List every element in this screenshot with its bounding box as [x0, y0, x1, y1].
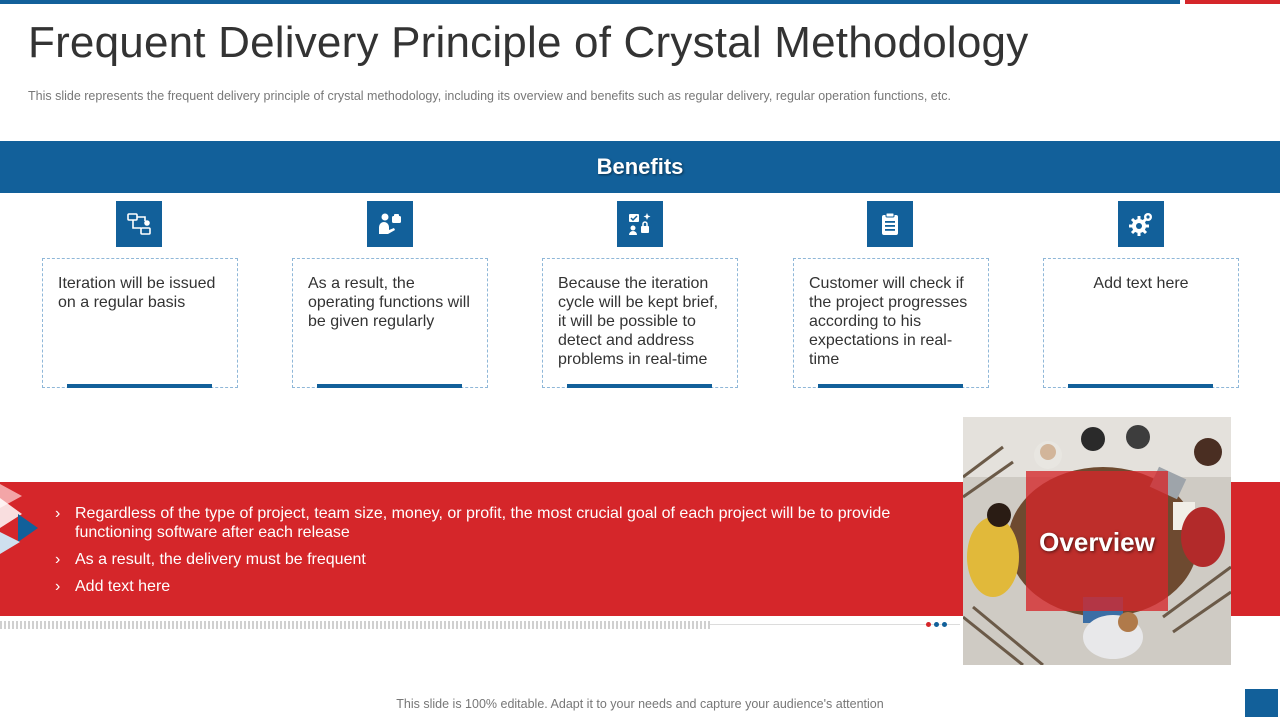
triangle-decoration-icon: [0, 484, 40, 556]
benefit-card-text: Add text here: [1093, 275, 1189, 292]
benefit-card-3: [542, 258, 738, 388]
thin-divider: [710, 624, 960, 625]
card-underline: [317, 384, 462, 388]
overview-bullet: [55, 577, 935, 596]
slide-title: Frequent Delivery Principle of Crystal Methodology: [28, 18, 1029, 67]
bullet-text: Add text here: [75, 578, 171, 595]
dot-red: [926, 622, 931, 627]
person-delivery-icon: [367, 201, 413, 247]
card-underline: [1068, 384, 1213, 388]
top-accent-bar-blue: [0, 0, 1180, 4]
pager-dots: [926, 622, 947, 627]
chevron-right-icon: ›: [55, 578, 61, 595]
card-underline: [67, 384, 212, 388]
overview-bullet-list: [55, 504, 935, 604]
overview-label: Overview: [1039, 527, 1155, 557]
overview-bullet: [55, 550, 935, 569]
chevron-right-icon: ›: [55, 551, 61, 568]
benefits-header-band: [0, 141, 1280, 193]
card-underline: [567, 384, 712, 388]
top-accent-bar-red: [1185, 0, 1280, 4]
benefit-card-text: Because the iteration cycle will be kept brief, it will be possible to detect and address problems in real-time: [558, 275, 719, 368]
bullet-text: Regardless of the type of project, team size, money, or profit, the most crucial goal of each project will be to provide functioning software after each release: [75, 505, 891, 541]
benefit-card-5: [1043, 258, 1239, 388]
overview-bullet: [55, 504, 935, 542]
bullet-text: As a result, the delivery must be frequent: [75, 551, 366, 568]
benefit-card-text: As a result, the operating functions will be given regularly: [308, 275, 470, 330]
benefit-card-4: [793, 258, 989, 388]
benefit-card-text: Iteration will be issued on a regular basis: [58, 275, 216, 311]
dot-blue: [934, 622, 939, 627]
dotted-divider: [0, 621, 710, 629]
benefits-heading: Benefits: [596, 154, 684, 179]
clipboard-icon: [867, 201, 913, 247]
dot-blue: [942, 622, 947, 627]
gears-icon: [1118, 201, 1164, 247]
footer-note: This slide is 100% editable. Adapt it to your needs and capture your audience's attention: [396, 697, 884, 711]
corner-square: [1245, 689, 1278, 717]
security-check-icon: [617, 201, 663, 247]
chevron-right-icon: ›: [55, 505, 61, 522]
slide-subtitle: This slide represents the frequent delivery principle of crystal methodology, including its overview and benefits such as regular delivery, regular operation functions, etc.: [28, 89, 951, 103]
card-underline: [818, 384, 963, 388]
benefit-card-1: [42, 258, 238, 388]
benefit-card-2: [292, 258, 488, 388]
workflow-icon: [116, 201, 162, 247]
benefit-card-text: Customer will check if the project progresses according to his expectations in real-time: [809, 275, 968, 368]
